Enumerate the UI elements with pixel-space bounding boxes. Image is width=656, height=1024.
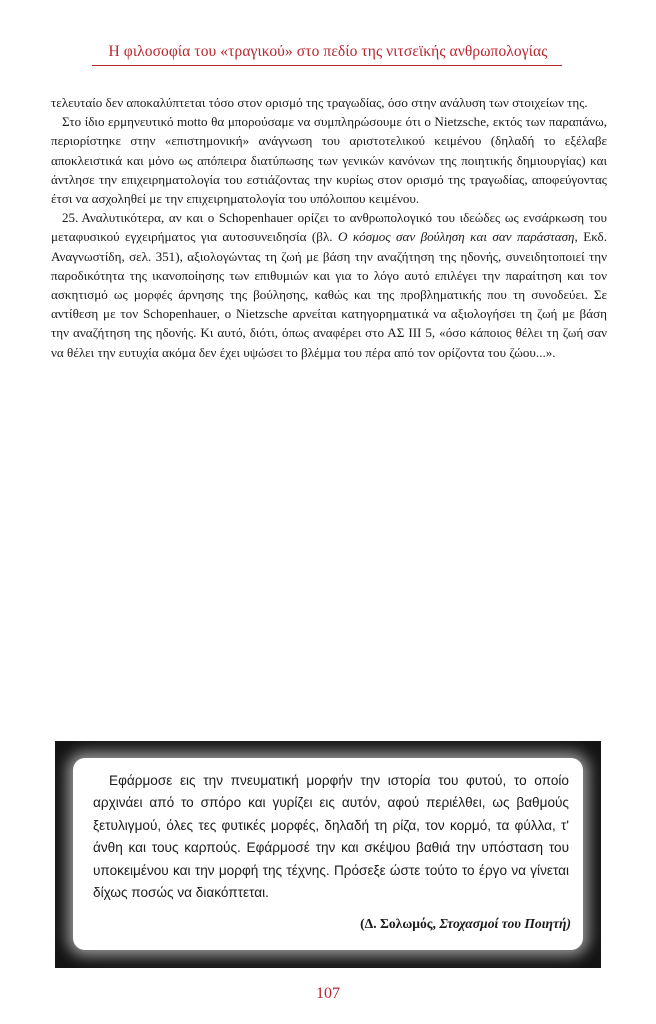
- header-rule: [92, 65, 562, 66]
- quote-box: [55, 741, 601, 968]
- note-text-before-title: Αναλυτικότερα, αν και ο Schopenhauer ορίζει το ανθρωπολογικό του ιδεώδες ως ενσάρκωση του μεταφυσικού εγχειρήματος για αυτοσυνειδησία (βλ.: [51, 210, 607, 245]
- quote-panel: [73, 758, 583, 950]
- note-text-after-title: , Εκδ. Αναγνωστίδη, σελ. 351), αξιολογώντας τη ζωή με βάση την αναζήτηση της ηδονής, συνειδητοποιεί την παροδικότητα της ικανοποίησης των επιθυμιών και για το λόγο αυτό επιλέγει την παραίτηση και τον ασκητισμό ως μορφές άρνησης της βούλησης, καθώς και της προβληματικής που τη συνοδεύει. Σε αντίθεση με τον Schopenhauer, ο Nietzsche αρνείται κατηγορηματικά να αξιολογήσει τη ζωή με βάση την αναζήτηση της ηδονής. Κι αυτό, διότι, όπως αναφέρει στο ΑΣ ΙΙΙ 5, «όσο κάποιος θέλει τη ζωή σαν να θέλει την ευτυχία ακόμα δεν έχει υψώσει το βλέμμα του πέρα από τον ορίζοντα του ζώου...».: [51, 229, 607, 360]
- running-title: Η φιλοσοφία του «τραγικού» στο πεδίο της νιτσεϊκής ανθρωπολογίας: [108, 43, 548, 60]
- quote-text: Εφάρμοσε εις την πνευματική μορφήν την ιστορία του φυτού, το οποίο αρχινάει από το σπόρο και γυρίζει εις αυτόν, αφού περιέλθει, ως βαθμούς ξετυλιγμού, όλες τες φυτικές μορφές, δηλαδή τη ρίζα, τον κορμό, τα φύλλα, τ' άνθη και τους καρπούς. Εφάρμοσέ την και σκέψου βαθιά την υπόσταση του υποκειμένου και την μορφή της τέχνης. Πρόσεξε ώστε τούτο το έργο να γίνεται δίχως ποσώς να διακόπτεται.: [93, 773, 569, 901]
- book-title: Ο κόσμος σαν βούληση και σαν παράσταση: [337, 229, 575, 245]
- endnotes: [51, 93, 607, 362]
- quote-attribution: [360, 916, 571, 932]
- note-number: 25.: [62, 210, 79, 226]
- attribution-work: Στοχασμοί του Ποιητή): [439, 916, 571, 931]
- running-header: [0, 43, 656, 61]
- note-paragraph: Στο ίδιο ερμηνευτικό motto θα μπορούσαμε να συμπληρώσουμε ότι ο Nietzsche, εκτός των παραπάνω, περιορίστηκε στην «επιστημονική» ανάγνωση του αριστοτελικού κειμένου (δηλαδή το εξέλαβε αποκλειστικά και μόνο ως απόπειρα διατύπωσης των γενικών κανόνων της ποιητικής δημιουργίας) και άντλησε την επιχειρηματολογία του εστιάζοντας την κυρίως στον ορισμό της τραγωδίας, αποφεύγοντας έτσι να ασχοληθεί με την επιχειρηματολογία του υπόλοιπου κειμένου.: [51, 114, 607, 207]
- note-25: [51, 208, 607, 362]
- page-number: 107: [316, 985, 340, 1002]
- attribution-author: (Δ. Σολωμός,: [360, 916, 436, 931]
- note-continuation: τελευταίο δεν αποκαλύπτεται τόσο στον ορισμό της τραγωδίας, όσο στην ανάλυση των στοιχείων της.: [51, 95, 588, 110]
